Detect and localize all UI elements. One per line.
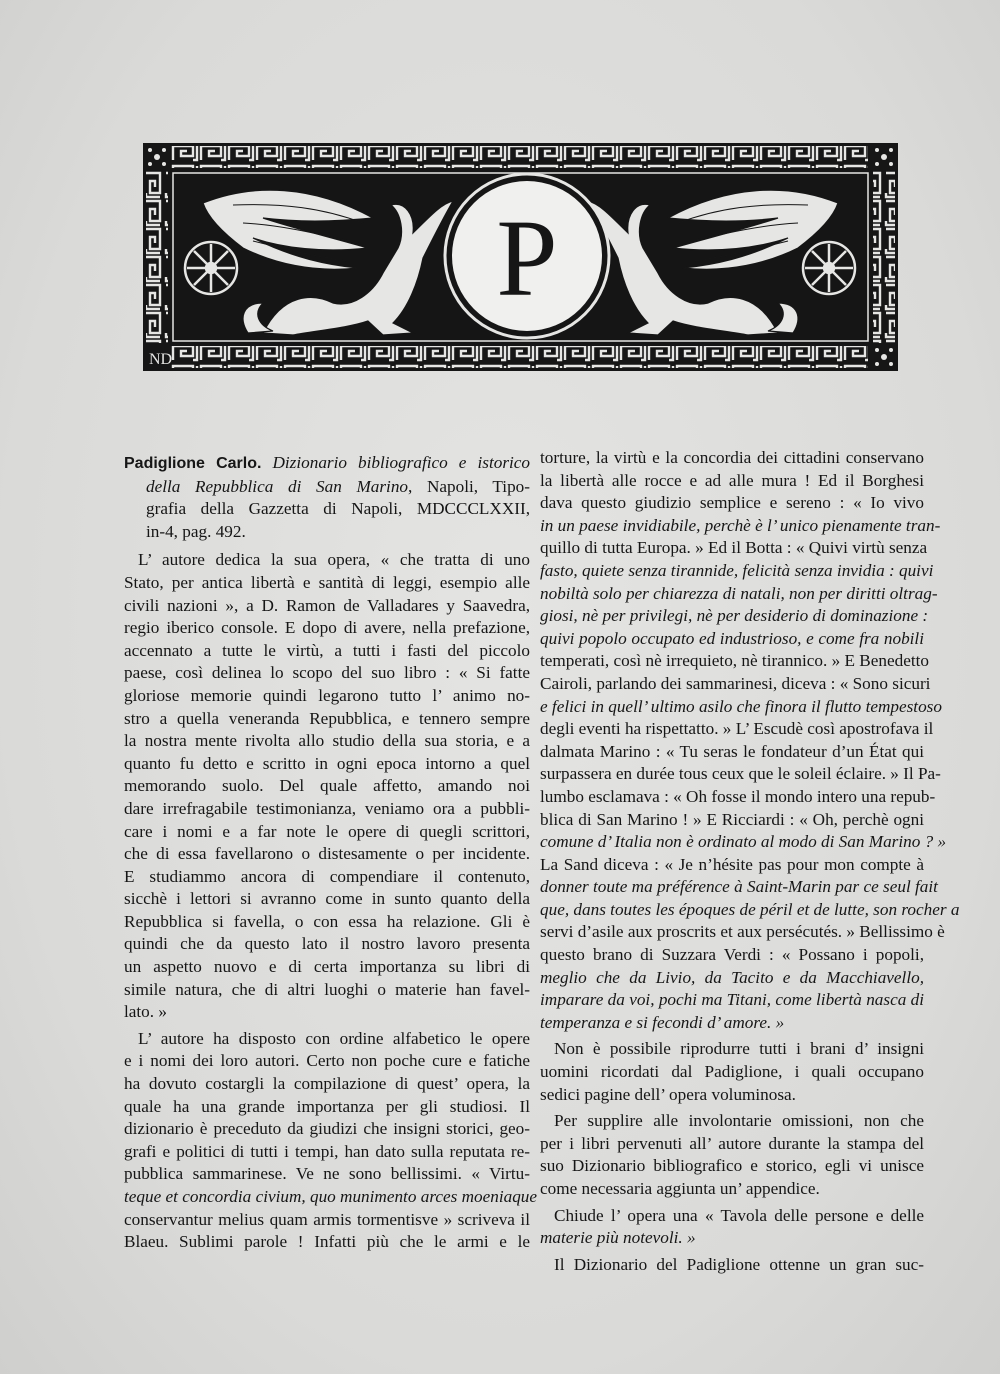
text-line: torture, la virtù e la concordia dei cittadini conservano	[540, 448, 924, 467]
monogram-text: ND	[149, 351, 173, 368]
text-line: accennato a tutte le virtù, a tutti i fasti del piccolo	[124, 640, 530, 660]
text-line: Per supplire alle involontarie omissioni, non che	[554, 1111, 924, 1131]
entry-title-part2: della Repubblica di San Marino	[146, 476, 409, 496]
text-line: meglio che da Livio, da Tacito e da Macchiavello,	[540, 967, 924, 987]
text-line: dalmata Marino : « Tu seras le fondateur d’un État qui	[540, 741, 924, 761]
text-line: regio iberico console. E dopo di avere, nella prefazione,	[124, 618, 530, 638]
text-line: suo Dizionario bibliografico e storico, egli vi unisce	[540, 1156, 924, 1176]
text-line: ha dovuto costargli la compilazione di quest’ opera, la	[124, 1074, 530, 1094]
text-line: quillo di tutta Europa. » Ed il Botta : « Quivi virtù senza	[540, 538, 928, 558]
text-line: L’ autore ha disposto con ordine alfabetico le opere	[138, 1028, 530, 1048]
text-line: fasto, quiete senza tirannide, felicità senza invidia : quivi	[540, 560, 934, 580]
text-line: temperanza e si fecondi d’ amore. »	[540, 1012, 785, 1032]
text-line: lato. »	[124, 1002, 167, 1022]
text-line: comune d’ Italia non è ordinato al modo di San Marino ? »	[540, 832, 947, 852]
text-line: nobiltà solo per chiarezza di natali, non per diritti oltrag-	[540, 583, 938, 603]
text-line: Blaeu. Sublimi parole ! Infatti più che le armi e le	[124, 1232, 530, 1252]
text-line: quindi che da questo lato il nostro lavoro presenta	[124, 934, 530, 954]
text-line: imparare da voi, pochi ma Titani, come libertà nasca di	[540, 990, 924, 1010]
text-line: memorando suolo. Del quale affetto, amando noi	[124, 776, 530, 796]
left-column	[124, 452, 538, 1254]
text-line: E studiammo ancora di compendiare il contenuto,	[124, 866, 530, 886]
text-line: la nostra mente rivolta allo studio della sua storia, e a	[124, 731, 530, 751]
text-line: Il Dizionario del Padiglione ottenne un gran suc-	[554, 1254, 924, 1274]
right-column	[540, 447, 960, 1276]
text-line: surpassera en durée tous ceux que le soleil éclaire. » Il Pa-	[540, 764, 941, 784]
text-line: uomini ricordati dal Padiglione, i quali occupano	[540, 1062, 924, 1082]
text-line: que, dans toutes les époques de péril et de lutte, son rocher a	[540, 899, 960, 919]
text-line: blica di San Marino ! » E Ricciardi : « Oh, perchè ogni	[540, 809, 924, 829]
text-line: simile natura, che di altri luoghi o materie han favel-	[124, 979, 530, 999]
text-line: un aspetto nuovo e di certa importanza su libri di	[124, 957, 530, 977]
griffin-banner-icon	[143, 143, 898, 371]
text-line: che di essa favellarono o distesamente o per incidente.	[124, 844, 530, 864]
text-line: quanto fu detto e scritto in ogni epoca intorno a quel	[124, 753, 530, 773]
entry-line-1	[124, 452, 530, 476]
text-line: Stato, per antica libertà e santità di leggi, esempio alle	[124, 572, 530, 592]
text-line: Cairoli, parlando dei sammarinesi, diceva : « Sono sicuri	[540, 673, 931, 693]
text-line: giosi, nè per privilegi, nè per desiderio di dominazione :	[540, 606, 929, 626]
text-line: sicchè i lettori si avranno come in sunto quanto della	[124, 889, 530, 909]
text-line: dizionario è preceduto da giudizi che insigni storici, geo-	[124, 1119, 530, 1139]
text-line: care i nomi e a far note le opere di quegli scrittori,	[124, 821, 530, 841]
entry-line-4: in-4, pag. 492.	[146, 521, 246, 541]
initial-letter: P	[496, 197, 558, 319]
text-line: teque et concordia civium, quo munimento arces moeniaque	[124, 1187, 538, 1206]
text-line: per i libri pervenuti all’ autore durante la stampa del	[540, 1133, 924, 1153]
text-line: quale ha una grande importanza per gli studiosi. Il	[124, 1096, 530, 1116]
text-line: La Sand diceva : « Je n’hésite pas pour mon compte à	[540, 854, 924, 874]
entry-author: Padiglione Carlo.	[124, 455, 262, 472]
text-line: dare irrefragabile testimonianza, veniamo ora a pubbli-	[124, 798, 530, 818]
text-line: L’ autore dedica la sua opera, « che tratta di uno	[138, 550, 530, 570]
text-line: Chiude l’ opera una « Tavola delle persone e delle	[554, 1205, 924, 1225]
text-line: Non è possibile riprodurre tutti i brani d’ insigni	[554, 1039, 924, 1059]
text-line: come necessaria aggiunta un’ appendice.	[540, 1179, 820, 1198]
entry-line-3: grafia della Gazzetta di Napoli, MDCCCLXXII,	[146, 499, 530, 519]
text-line: paese, così delinea lo scopo del suo libro : « Si fatte	[124, 663, 530, 683]
text-line: donner toute ma préférence à Saint-Marin par ce seul fait	[540, 877, 938, 897]
entry-line-2	[124, 476, 530, 499]
text-line: grafi e politici di tutti i tempi, han dato sulla reputata re-	[124, 1141, 530, 1161]
entry-title-part1: Dizionario bibliografico e istorico	[272, 453, 531, 472]
text-line: civili nazioni », a D. Ramon de Valladares y Saavedra,	[124, 595, 530, 615]
text-line: dava questo giudizio semplice e sereno : « Io vivo	[540, 493, 924, 513]
text-line: gloriose memorie quindi legarono tutto l’ animo no-	[124, 685, 530, 705]
text-line: sedici pagine dell’ opera voluminosa.	[540, 1084, 796, 1104]
text-line: questo brano di Suzzara Verdi : « Possano i popoli,	[540, 945, 924, 965]
text-line: in un paese invidiabile, perchè è l’ unico pienamente tran-	[540, 515, 941, 535]
text-line: e felici in quell’ ultimo asilo che finora il flutto tempestoso	[540, 696, 942, 716]
text-line: lumbo esclamava : « Oh fosse il mondo intero una repub-	[540, 786, 936, 806]
text-line: temperati, così nè irrequieto, nè tirannico. » E Benedetto	[540, 651, 929, 671]
text-line: quivi popolo occupato ed industrioso, e come fra nobili	[540, 628, 924, 648]
text-line: conservantur melius quam armis tormentisve » scriveva il	[124, 1209, 530, 1229]
text-line: degli eventi ha rispettatto. » L’ Escudè così apostrofava il	[540, 719, 934, 739]
ornamental-banner	[143, 143, 898, 371]
text-line: servi d’asile aux proscrits et aux persécutés. » Bellissimo è	[540, 922, 945, 942]
entry-title-rest: , Napoli, Tipo-	[408, 476, 530, 496]
text-line: stro a quella veneranda Repubblica, e tennero sempre	[124, 708, 530, 728]
text-line: Repubblica si favella, o con essa ha relazione. Gli è	[124, 911, 530, 931]
text-line: la libertà alle rocce e ad alle mura ! Ed il Borghesi	[540, 470, 924, 490]
text-line: e i nomi dei loro autori. Certo non poche cure e fatiche	[124, 1051, 530, 1071]
text-line: pubblica sammarinese. Ve ne sono bellissimi. « Virtu-	[124, 1164, 530, 1184]
text-line: materie più notevoli. »	[540, 1228, 696, 1248]
